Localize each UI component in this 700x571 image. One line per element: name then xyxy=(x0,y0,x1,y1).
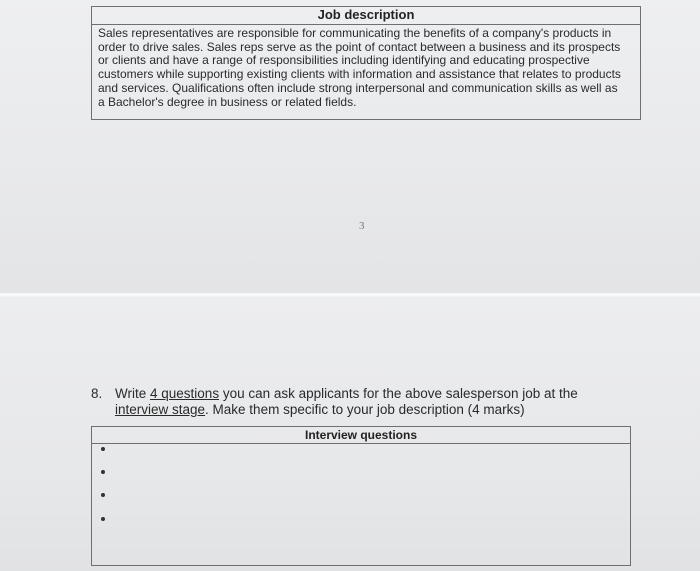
page-number: 3 xyxy=(359,220,365,232)
bullet-point-4 xyxy=(101,517,105,521)
job-description-title: Job description xyxy=(92,7,640,25)
question-text-middle: you can ask applicants for the above salesperson job at the xyxy=(219,386,578,401)
job-description-line: a Bachelor's degree in business or related fields. xyxy=(98,94,357,109)
question-underlined-stage: interview stage xyxy=(115,402,206,417)
job-description-line: and services. Qualifications often include strong interpersonal and communication skills as well as xyxy=(98,80,618,95)
question-text xyxy=(115,386,631,418)
bullet-point-2 xyxy=(101,470,105,474)
job-description-text xyxy=(92,25,640,109)
job-description-box xyxy=(91,6,641,120)
interview-questions-header: Interview questions xyxy=(92,427,630,444)
interview-questions-box xyxy=(91,426,631,566)
question-8 xyxy=(91,386,631,418)
question-text-before: Write xyxy=(115,386,151,401)
bullet-point-1 xyxy=(101,447,105,451)
job-description-line: Sales representatives are responsible for communicating the benefits of a company's products in xyxy=(98,26,612,40)
job-description-line: customers while supporting existing clients with information and assistance that relates to products xyxy=(98,67,621,82)
bullet-point-3 xyxy=(101,493,105,497)
job-description-line: or clients and have a range of responsibilities including identifying and educating prospective xyxy=(98,53,590,68)
question-text-after: . Make them specific to your job description (4 marks) xyxy=(205,402,525,417)
question-underlined-count: 4 questions xyxy=(150,386,220,401)
question-number: 8. xyxy=(91,386,103,401)
job-description-line: order to drive sales. Sales reps serve as the point of contact between a business and its prospects xyxy=(98,39,621,54)
